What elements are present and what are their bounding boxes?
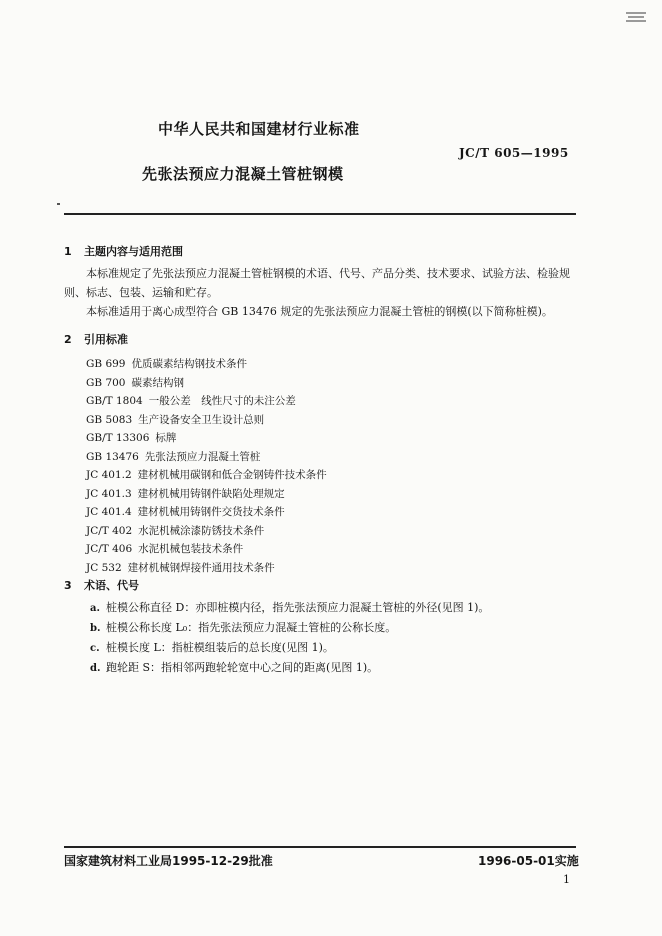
reference-item <box>86 355 327 374</box>
effective-date: 1996-05-01实施 <box>478 854 579 868</box>
term-text: 桩模长度 L：指桩模组装后的总长度(见图 1)。 <box>106 641 334 654</box>
term-item <box>90 658 489 678</box>
term-list <box>90 598 489 678</box>
term-letter: b. <box>90 623 101 634</box>
section-number: 1 <box>64 245 72 258</box>
reference-code: GB 5083 <box>86 413 133 426</box>
reference-title: 先张法预应力混凝土管桩 <box>144 450 261 463</box>
reference-title: 建材机械用碳钢和低合金钢铸件技术条件 <box>137 469 327 481</box>
reference-title: 碳素结构钢 <box>131 376 184 389</box>
reference-title: 一般公差 线性尺寸的未注公差 <box>148 395 296 407</box>
reference-code: GB/T 1804 <box>86 395 143 407</box>
reference-list <box>86 355 327 577</box>
reference-code: JC 401.2 <box>86 469 132 481</box>
section-number: 3 <box>64 579 72 592</box>
org-title: 中华人民共和国建材行业标准 <box>158 120 360 138</box>
section-number: 2 <box>64 333 72 346</box>
reference-item <box>86 466 327 485</box>
document-title: 先张法预应力混凝土管桩钢模 <box>142 165 344 183</box>
term-item <box>90 618 489 638</box>
section-title: 引用标准 <box>84 333 128 346</box>
reference-title: 水泥机械涂漆防锈技术条件 <box>138 524 265 537</box>
term-text: 跑轮距 S：指相邻两跑轮轮宽中心之间的距离(见图 1)。 <box>106 661 379 674</box>
reference-item <box>86 485 327 504</box>
reference-title: 建材机械用铸钢件交货技术条件 <box>137 506 285 518</box>
term-item <box>90 598 489 618</box>
reference-code: JC/T 402 <box>86 524 133 537</box>
reference-item <box>86 559 327 578</box>
reference-item <box>86 503 327 522</box>
section-1-paragraph-2: 本标准适用于离心成型符合 GB 13476 规定的先张法预应力混凝土管桩的钢模(以下简称桩模)。 <box>86 305 553 318</box>
reference-code: GB 700 <box>86 376 126 389</box>
reference-item <box>86 522 327 541</box>
section-2-heading <box>64 331 128 347</box>
reference-title: 标牌 <box>155 432 177 444</box>
reference-title: 水泥机械包装技术条件 <box>138 543 244 555</box>
section-1-paragraph-1: 本标准规定了先张法预应力混凝土管桩钢模的术语、代号、产品分类、技术要求、试验方法、检验规则、标志、包装、运输和贮存。 <box>64 267 570 299</box>
term-letter: d. <box>90 663 101 674</box>
reference-code: GB/T 13306 <box>86 432 150 444</box>
stray-dot <box>57 203 60 205</box>
reference-code: GB 13476 <box>86 450 139 463</box>
section-3-heading <box>64 577 139 593</box>
reference-item <box>86 411 327 430</box>
reference-item <box>86 374 327 393</box>
reference-code: JC 532 <box>86 561 122 574</box>
section-title: 术语、代号 <box>84 579 139 592</box>
approval-line: 国家建筑材料工业局1995-12-29批准 <box>64 854 273 868</box>
reference-item <box>86 392 327 411</box>
reference-item <box>86 540 327 559</box>
reference-code: JC 401.4 <box>86 506 132 518</box>
reference-title: 建材机械钢焊接件通用技术条件 <box>127 561 275 574</box>
reference-item <box>86 448 327 467</box>
term-letter: c. <box>90 643 100 654</box>
scan-artifact <box>626 10 646 24</box>
page-number: 1 <box>563 873 570 886</box>
term-text: 桩模公称长度 L₀：指先张法预应力混凝土管桩的公称长度。 <box>106 621 397 634</box>
term-letter: a. <box>90 603 100 614</box>
reference-title: 建材机械用铸钢件缺陷处理规定 <box>137 487 285 500</box>
term-text: 桩模公称直径 D：亦即桩模内径，指先张法预应力混凝土管桩的外径(见图 1)。 <box>106 601 490 614</box>
reference-item <box>86 429 327 448</box>
reference-code: JC 401.3 <box>86 487 132 500</box>
reference-code: GB 699 <box>86 358 126 370</box>
section-1-heading <box>64 243 183 259</box>
standard-code: JC/T 605—1995 <box>459 146 569 160</box>
reference-code: JC/T 406 <box>86 543 133 555</box>
footer-rule <box>64 846 576 848</box>
reference-title: 优质碳素结构钢技术条件 <box>131 358 247 370</box>
section-title: 主题内容与适用范围 <box>84 245 183 258</box>
term-item <box>90 638 489 658</box>
reference-title: 生产设备安全卫生设计总则 <box>138 413 265 426</box>
header-rule <box>64 213 576 215</box>
